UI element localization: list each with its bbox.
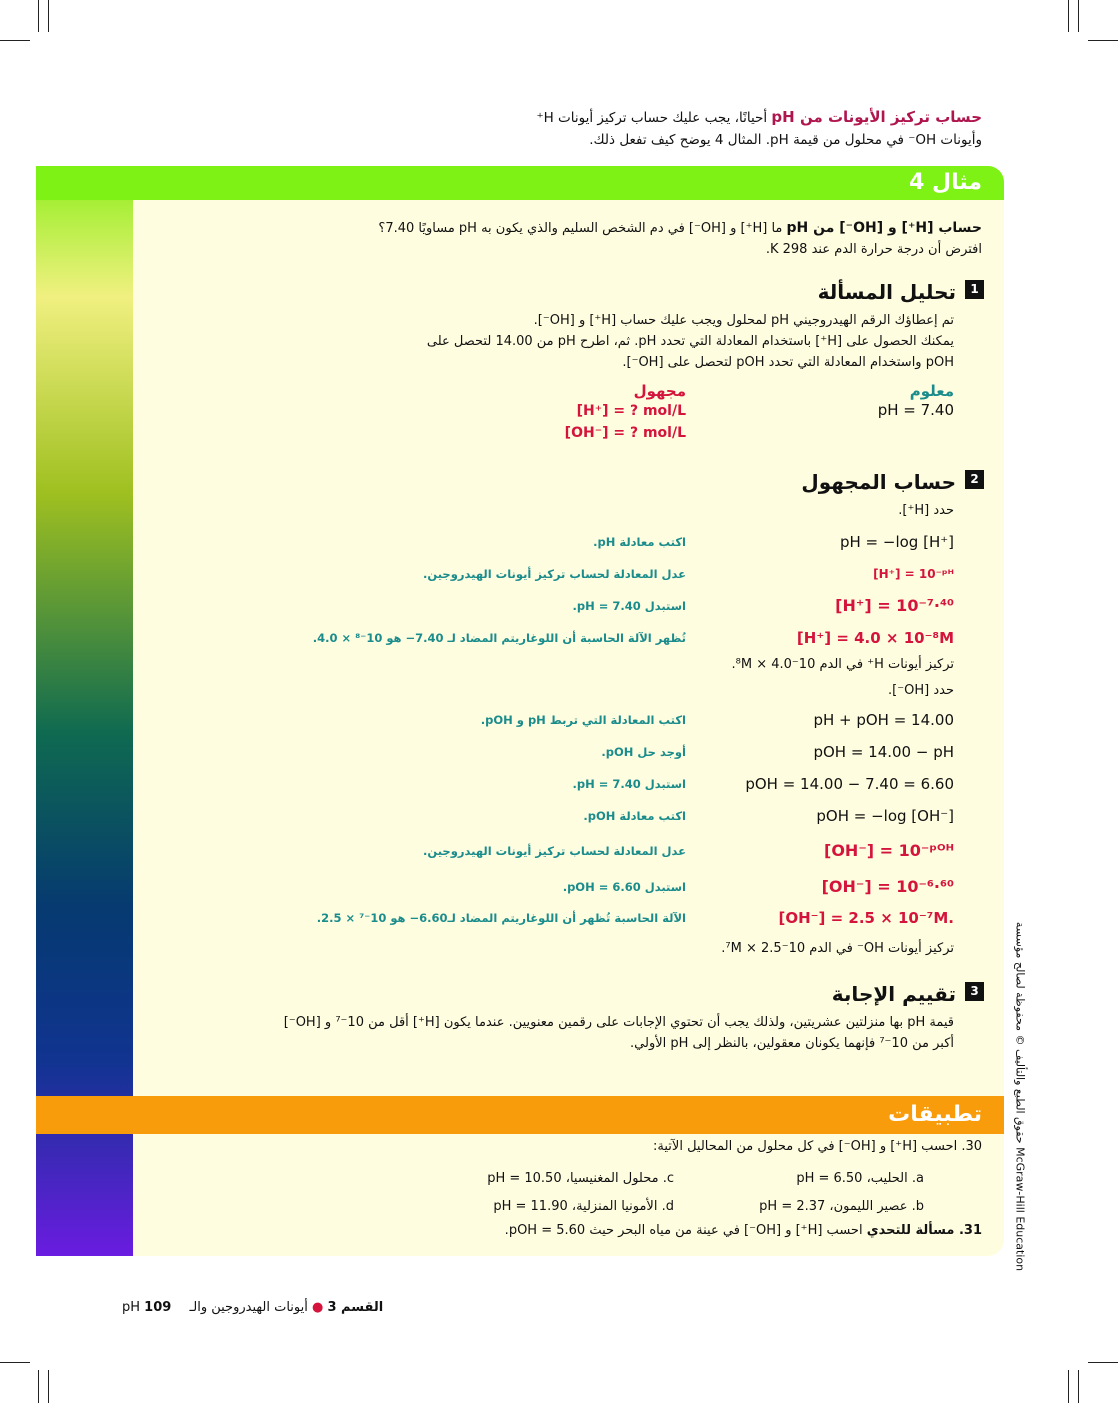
conc-oh-result: تركيز أيونات OH⁻ في الدم 10⁻⁷M × 2.5. (721, 941, 954, 956)
known-value: pH = 7.40 (877, 401, 954, 419)
crop-mark (1068, 1370, 1069, 1403)
crop-mark (0, 1362, 30, 1363)
crop-mark (1078, 1370, 1079, 1403)
calc-row (276, 736, 954, 768)
question-31-text: احسب [H⁺] و [OH⁻] في عينة من مياه البحر حيث pOH = 5.60. (504, 1223, 863, 1238)
calc-equation: pOH = −log [OH⁻] (816, 807, 954, 825)
known-label: معلوم (909, 382, 954, 400)
step1-line2: يمكنك الحصول على [H⁺] باستخدام المعادلة التي تحدد pH. ثم، اطرح pH من 14.00 لتحصل على (426, 334, 954, 349)
known-block (754, 382, 954, 420)
unknown-h: [H⁺] = ? mol/L (576, 403, 686, 419)
crop-mark (38, 0, 39, 32)
crop-mark (1088, 1362, 1118, 1363)
question-30b: b. عصير الليمون، pH = 2.37 (759, 1199, 924, 1214)
page-number: 109 (144, 1300, 172, 1315)
calc-equation: [OH⁻] = 10⁻⁶·⁶⁰ (821, 877, 954, 896)
calc-note: عدل المعادلة لحساب تركيز أيونات الهيدروجين. (423, 567, 686, 581)
question-31 (146, 1220, 982, 1241)
calc-row (276, 704, 954, 736)
crop-mark (48, 0, 49, 32)
copyright-text: حقوق الطبع والتأليف © محفوظة لصالح مؤسسة McGraw-Hill Education (1013, 921, 1027, 1272)
applications-bar (36, 1096, 1004, 1134)
step2-title: حساب المجهول (801, 470, 956, 494)
unknown-oh: [OH⁻] = ? mol/L (564, 425, 686, 441)
calc-note: اكتب معادلة pOH. (583, 809, 686, 823)
calc-equation: pH + pOH = 14.00 (813, 711, 954, 729)
oh-rows (276, 704, 954, 932)
calc-equation: pOH = 14.00 − pH (813, 743, 954, 761)
calc-row (276, 800, 954, 832)
calc-note: استبدل pH = 7.40. (572, 777, 686, 791)
question-31-label: 31. مسألة للتحدي (866, 1223, 982, 1238)
crop-mark (1088, 40, 1118, 41)
calc-note: اكتب المعادلة التي تربط pH و pOH. (480, 713, 686, 727)
example-question (146, 218, 982, 260)
step3-badge: 3 (965, 982, 984, 1001)
calc-row (276, 590, 954, 622)
calc-row (276, 870, 954, 904)
step3-body (166, 1012, 954, 1054)
step1-title: تحليل المسألة (817, 280, 956, 304)
crop-mark (38, 1370, 39, 1403)
example-title: مثال 4 (909, 170, 982, 195)
copyright-sidebar (1010, 920, 1032, 1280)
calc-equation: [OH⁻] = 10⁻ᵖᴼᴴ (824, 841, 954, 860)
calc-equation: [H⁺] = 10⁻⁷·⁴⁰ (835, 596, 954, 615)
calc-row (276, 904, 954, 932)
footer-bullet: ● (312, 1300, 324, 1315)
calc-row (276, 768, 954, 800)
footer-section: القسم 3 (327, 1300, 384, 1315)
question-heading: حساب [H⁺] و [OH⁻] من pH (786, 220, 982, 236)
step2-badge: 2 (965, 470, 984, 489)
intro-heading: حساب تركيز الأيونات من pH (771, 108, 982, 126)
intro-paragraph (130, 106, 982, 151)
calc-row (276, 558, 954, 590)
calc-note: اكتب معادلة pH. (593, 535, 686, 549)
page-footer (122, 1300, 383, 1315)
determine-h: حدد [H⁺]. (898, 503, 954, 518)
crop-mark (1078, 0, 1079, 32)
calc-note: تُظهر الآلة الحاسبة أن اللوغاريتم المضاد لـ 7.40− هو 10⁻⁸ × 4.0. (312, 631, 686, 645)
gradient-sidebar (36, 166, 133, 1256)
calc-equation: [H⁺] = 10⁻ᵖᴴ (873, 567, 954, 581)
question-30: 30. احسب [H⁺] و [OH⁻] في كل محلول من المحاليل الآتية: (653, 1139, 982, 1154)
intro-line2: وأيونات OH⁻ في محلول من قيمة pH. المثال 4 يوضح كيف تفعل ذلك. (589, 132, 982, 148)
crop-mark (0, 40, 30, 41)
crop-mark (1068, 0, 1069, 32)
h-rows (276, 526, 954, 654)
question-30a: a. الحليب، pH = 6.50 (796, 1171, 924, 1186)
example-panel (36, 166, 1004, 1256)
unknown-label: مجهول (633, 382, 686, 400)
step3-line1: قيمة pH بها منزلتين عشريتين، ولذلك يجب أن تحتوي الإجابات على رقمين معنويين. عندما يكون [H⁺] أقل من 10⁻⁷ و [OH⁻] (283, 1015, 954, 1030)
crop-mark (48, 1370, 49, 1403)
conc-h-result: تركيز أيونات H⁺ في الدم 10⁻⁸M × 4.0. (731, 657, 954, 672)
question-line1: ما [H⁺] و [OH⁻] في دم الشخص السليم والذي يكون به pH مساويًا 7.40؟ (378, 221, 783, 236)
footer-title: أيونات الهيدروجين والـ pH (122, 1300, 308, 1315)
calc-equation: pOH = 14.00 − 7.40 = 6.60 (745, 775, 954, 793)
calc-note: استبدل pOH = 6.60. (562, 880, 686, 894)
calc-note: أوجد حل pOH. (601, 745, 686, 759)
question-30c: c. محلول المغنيسيا، pH = 10.50 (487, 1171, 674, 1186)
step1-line3: pOH واستخدام المعادلة التي تحدد pOH لتحصل على [OH⁻]. (622, 355, 954, 370)
calc-equation: [OH⁻] = 2.5 × 10⁻⁷M. (778, 909, 954, 927)
question-line2: افترض أن درجة حرارة الدم عند 298 K. (765, 242, 982, 257)
calc-equation: pH = −log [H⁺] (839, 533, 954, 551)
determine-oh: حدد [OH⁻]. (888, 683, 954, 698)
calc-note: استبدل pH = 7.40. (572, 599, 686, 613)
example-title-bar (36, 166, 1004, 200)
calc-row (276, 832, 954, 870)
step1-line1: تم إعطاؤك الرقم الهيدروجيني pH لمحلول ويجب عليك حساب [H⁺] و [OH⁻]. (533, 313, 954, 328)
calc-equation: [H⁺] = 4.0 × 10⁻⁸M (796, 629, 954, 647)
step1-badge: 1 (965, 280, 984, 299)
calc-note: الآلة الحاسبة تُظهر أن اللوغاريتم المضاد لـ6.60− هو 10⁻⁷ × 2.5. (316, 911, 686, 925)
calc-row (276, 622, 954, 654)
step1-body (146, 310, 954, 373)
calc-row (276, 526, 954, 558)
step3-title: تقييم الإجابة (831, 982, 956, 1006)
question-30d: d. الأمونيا المنزلية، pH = 11.90 (493, 1199, 674, 1214)
unknown-block (546, 382, 686, 444)
calc-note: عدل المعادلة لحساب تركيز أيونات الهيدروجين. (423, 844, 686, 858)
step3-line2: أكبر من 10⁻⁷ فإنهما يكونان معقولين، بالنظر إلى pH الأولي. (630, 1036, 954, 1051)
applications-title: تطبيقات (888, 1102, 982, 1127)
intro-line1: أحيانًا، يجب عليك حساب تركيز أيونات H⁺ (536, 110, 768, 126)
